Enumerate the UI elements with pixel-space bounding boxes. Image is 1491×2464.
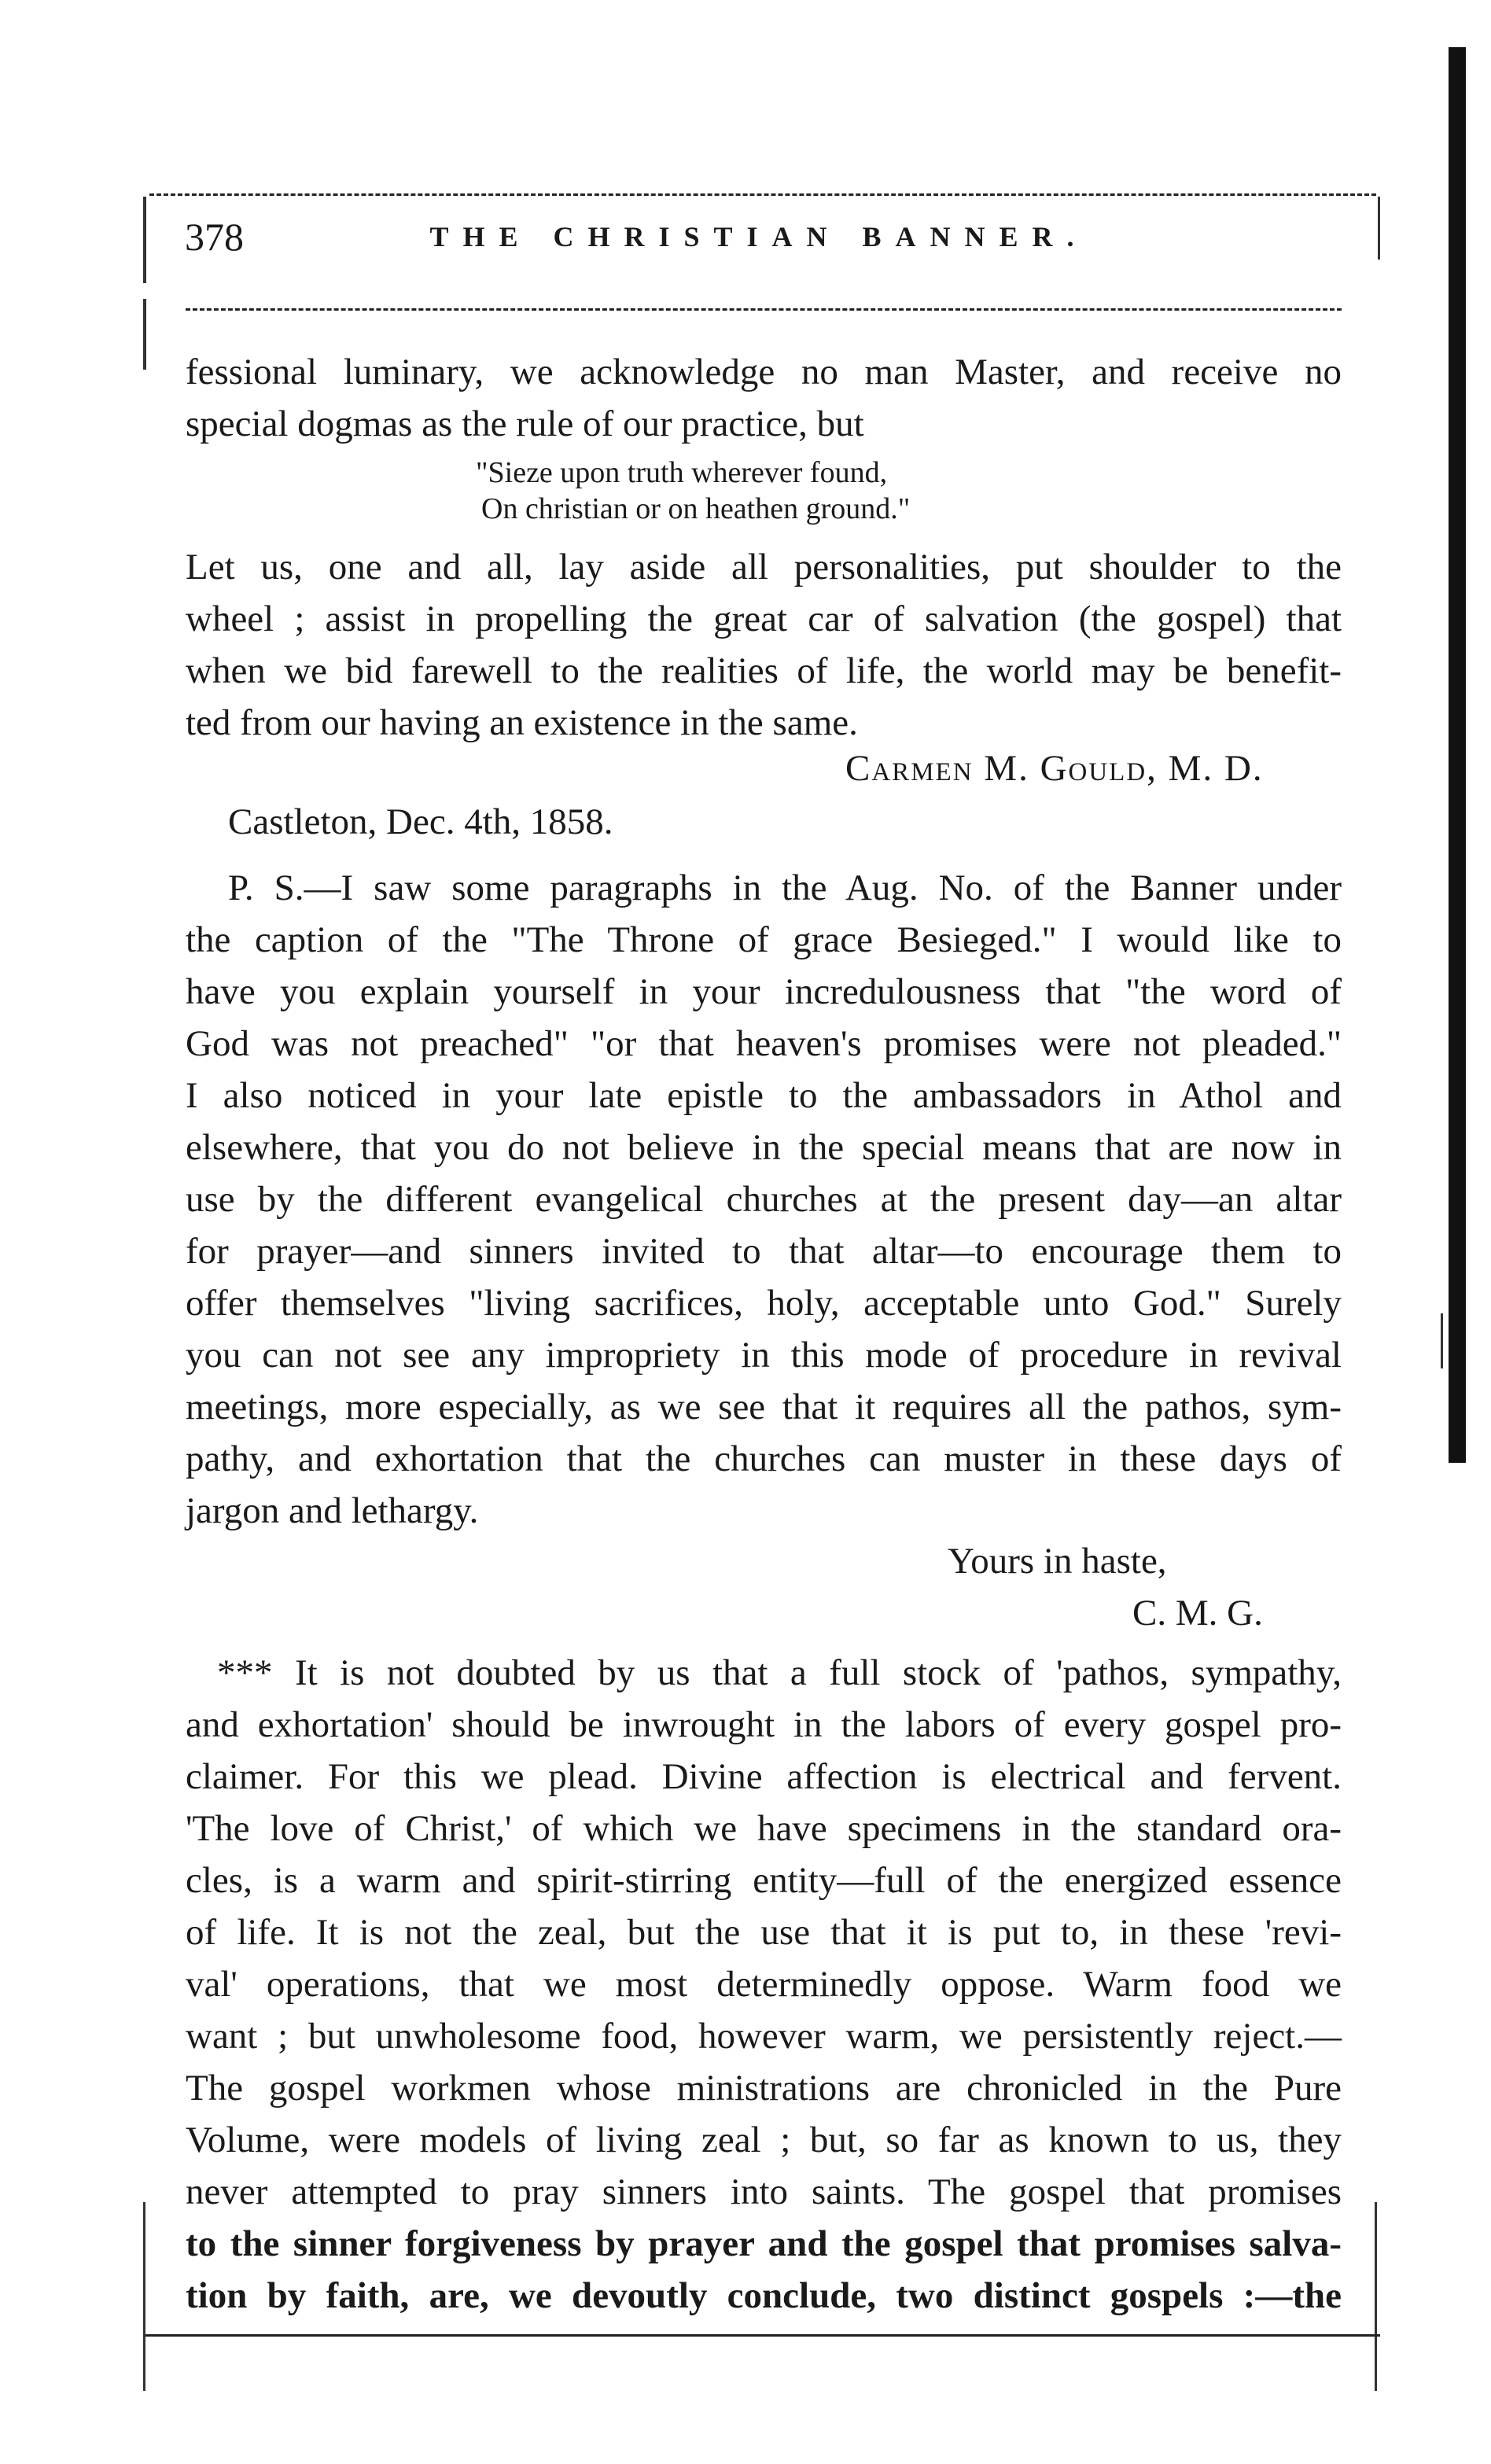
page-header xyxy=(145,214,1372,277)
paragraph-line: ted from our having an existence in the same. xyxy=(186,702,858,743)
editor-note-line: to the sinner forgiveness by prayer and the gospel that promises salva- xyxy=(186,2223,1342,2264)
page-number: 378 xyxy=(185,215,244,259)
editor-note-line: cles, is a warm and spirit-stirring entity—full of the energized essence xyxy=(186,1860,1342,1901)
paragraph-line: Let us, one and all, lay aside all personalities, put shoulder to the xyxy=(186,547,1342,587)
initials: C. M. G. xyxy=(1132,1593,1263,1633)
quote-line: "Sieze upon truth wherever found, xyxy=(476,456,888,489)
postscript-line: you can not see any impropriety in this mode of procedure in revival xyxy=(186,1335,1342,1376)
editor-note-line: of life. It is not the zeal, but the use that it is put to, in these 'revi- xyxy=(186,1912,1342,1953)
editor-note-line: The gospel workmen whose ministrations are chronicled in the Pure xyxy=(186,2068,1342,2109)
dateline: Castleton, Dec. 4th, 1858. xyxy=(228,801,613,842)
postscript-line: pathy, and exhortation that the churches can muster in these days of xyxy=(186,1438,1342,1479)
quote-line: On christian or on heathen ground." xyxy=(481,492,911,525)
editor-note-line: val' operations, that we most determinedly oppose. Warm food we xyxy=(186,1964,1342,2005)
body-line: special dogmas as the rule of our practice, but xyxy=(186,403,864,444)
postscript-line: elsewhere, that you do not believe in the special means that are now in xyxy=(186,1127,1342,1168)
bottom-rule xyxy=(145,2334,1380,2337)
postscript-line: meetings, more especially, as we see that it requires all the pathos, sym- xyxy=(186,1387,1342,1427)
editor-note-line: never attempted to pray sinners into saints. The gospel that promises xyxy=(186,2171,1342,2212)
left-margin-mark xyxy=(143,299,146,370)
paragraph-line: when we bid farewell to the realities of life, the world may be benefit- xyxy=(186,650,1342,691)
scan-edge-bar xyxy=(1449,47,1466,1463)
postscript-line: jargon and lethargy. xyxy=(186,1490,479,1531)
header-rule xyxy=(186,308,1342,311)
editor-note-line: tion by faith, are, we devoutly conclude, two distinct gospels :—the xyxy=(186,2275,1342,2316)
top-rule xyxy=(149,193,1376,196)
right-margin-mark xyxy=(1378,197,1380,260)
postscript-line: have you explain yourself in your incredulousness that "the word of xyxy=(186,971,1342,1012)
signature: Carmen M. Gould, M. D. xyxy=(845,748,1264,789)
paragraph-line: wheel ; assist in propelling the great car of salvation (the gospel) that xyxy=(186,599,1342,639)
postscript-line: offer themselves "living sacrifices, holy, acceptable unto God." Surely xyxy=(186,1283,1342,1324)
postscript-line: use by the different evangelical churches at the present day—an altar xyxy=(186,1179,1342,1220)
editor-note-line: 'The love of Christ,' of which we have specimens in the standard ora- xyxy=(186,1808,1342,1849)
postscript-line: I also noticed in your late epistle to the ambassadors in Athol and xyxy=(186,1075,1342,1116)
running-title: THE CHRISTIAN BANNER. xyxy=(429,221,1088,252)
body-line: fessional luminary, we acknowledge no man Master, and receive no xyxy=(186,352,1342,392)
right-margin-mark xyxy=(1375,2202,1377,2391)
editor-note-line: and exhortation' should be inwrought in the labors of every gospel pro- xyxy=(186,1704,1342,1745)
postscript-line: for prayer—and sinners invited to that altar—to encourage them to xyxy=(186,1231,1342,1272)
right-margin-mark xyxy=(1441,1313,1443,1368)
left-margin-mark xyxy=(143,2202,145,2391)
editor-note-line: *** It is not doubted by us that a full stock of 'pathos, sympathy, xyxy=(217,1652,1342,1693)
postscript-line: the caption of the "The Throne of grace Besieged." I would like to xyxy=(186,919,1342,960)
postscript-line: God was not preached" "or that heaven's promises were not pleaded." xyxy=(186,1023,1342,1064)
editor-note-line: Volume, were models of living zeal ; but, so far as known to us, they xyxy=(186,2120,1342,2160)
postscript-line: P. S.—I saw some paragraphs in the Aug. No. of the Banner under xyxy=(228,867,1342,908)
editor-note-line: want ; but unwholesome food, however warm, we persistently reject.— xyxy=(186,2016,1342,2057)
editor-note-line: claimer. For this we plead. Divine affection is electrical and fervent. xyxy=(186,1756,1342,1797)
closing: Yours in haste, xyxy=(948,1541,1167,1582)
